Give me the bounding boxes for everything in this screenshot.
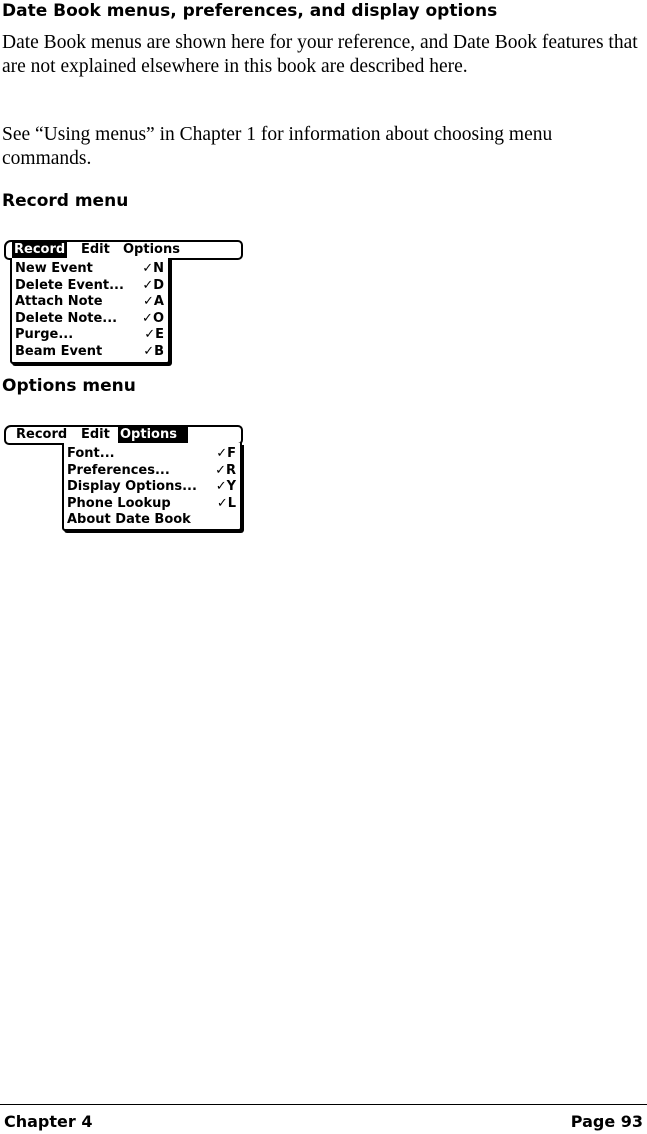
options-menu-bar [4,425,243,445]
menu-title-options[interactable]: Options [118,427,188,443]
menu-item-attach-note[interactable]: Attach Note ✓A [15,294,164,310]
menus-reference-paragraph: See “Using menus” in Chapter 1 for information about choosing menu commands. [2,124,553,169]
record-menu-heading: Record menu [2,191,129,211]
record-menu-dropdown [10,258,170,364]
menu-item-delete-note[interactable]: Delete Note... ✓O [15,310,164,326]
shortcut-a: ✓A [143,294,164,310]
shortcut-l: ✓L [216,495,236,511]
menu-item-display-options[interactable]: Display Options... ✓Y [67,479,236,495]
intro-paragraph: Date Book menus are shown here for your reference, and Date Book features that are not explained elsewhere in this book are described here. [2,32,638,77]
menu-title-record[interactable]: Record [16,427,68,442]
shortcut-r: ✓R [215,462,236,478]
menu-item-new-event[interactable]: New Event ✓N [15,261,164,276]
menu-item-purge[interactable]: Purge... ✓E [15,327,164,343]
menu-item-font[interactable]: Font... ✓F [67,446,236,461]
shortcut-b: ✓B [143,343,164,359]
shortcut-e: ✓E [144,327,164,343]
footer-chapter: Chapter 4 [4,1112,93,1131]
menu-item-phone-lookup[interactable]: Phone Lookup ✓L [67,495,236,511]
menu-title-options[interactable]: Options [123,242,180,257]
menu-item-beam-event[interactable]: Beam Event ✓B [15,343,164,359]
menu-item-preferences[interactable]: Preferences... ✓R [67,462,236,478]
section-heading: Date Book menus, preferences, and display options [2,1,498,21]
menu-title-edit[interactable]: Edit [81,242,110,257]
menu-item-delete-event[interactable]: Delete Event... ✓D [15,277,164,293]
shortcut-o: ✓O [142,310,164,326]
shortcut-d: ✓D [142,277,164,293]
options-menu-heading: Options menu [2,376,136,396]
menu-title-record[interactable]: Record [14,242,66,257]
record-menu-bar [4,240,243,260]
shortcut-f: ✓F [216,446,236,461]
footer-rule [0,1104,647,1105]
menu-item-about-date-book[interactable]: About Date Book [67,512,191,528]
options-menu-dropdown [62,443,242,531]
shortcut-n: ✓N [142,261,164,276]
shortcut-y: ✓Y [215,479,236,495]
menu-title-edit[interactable]: Edit [81,427,110,442]
footer-page-number: Page 93 [570,1112,643,1131]
